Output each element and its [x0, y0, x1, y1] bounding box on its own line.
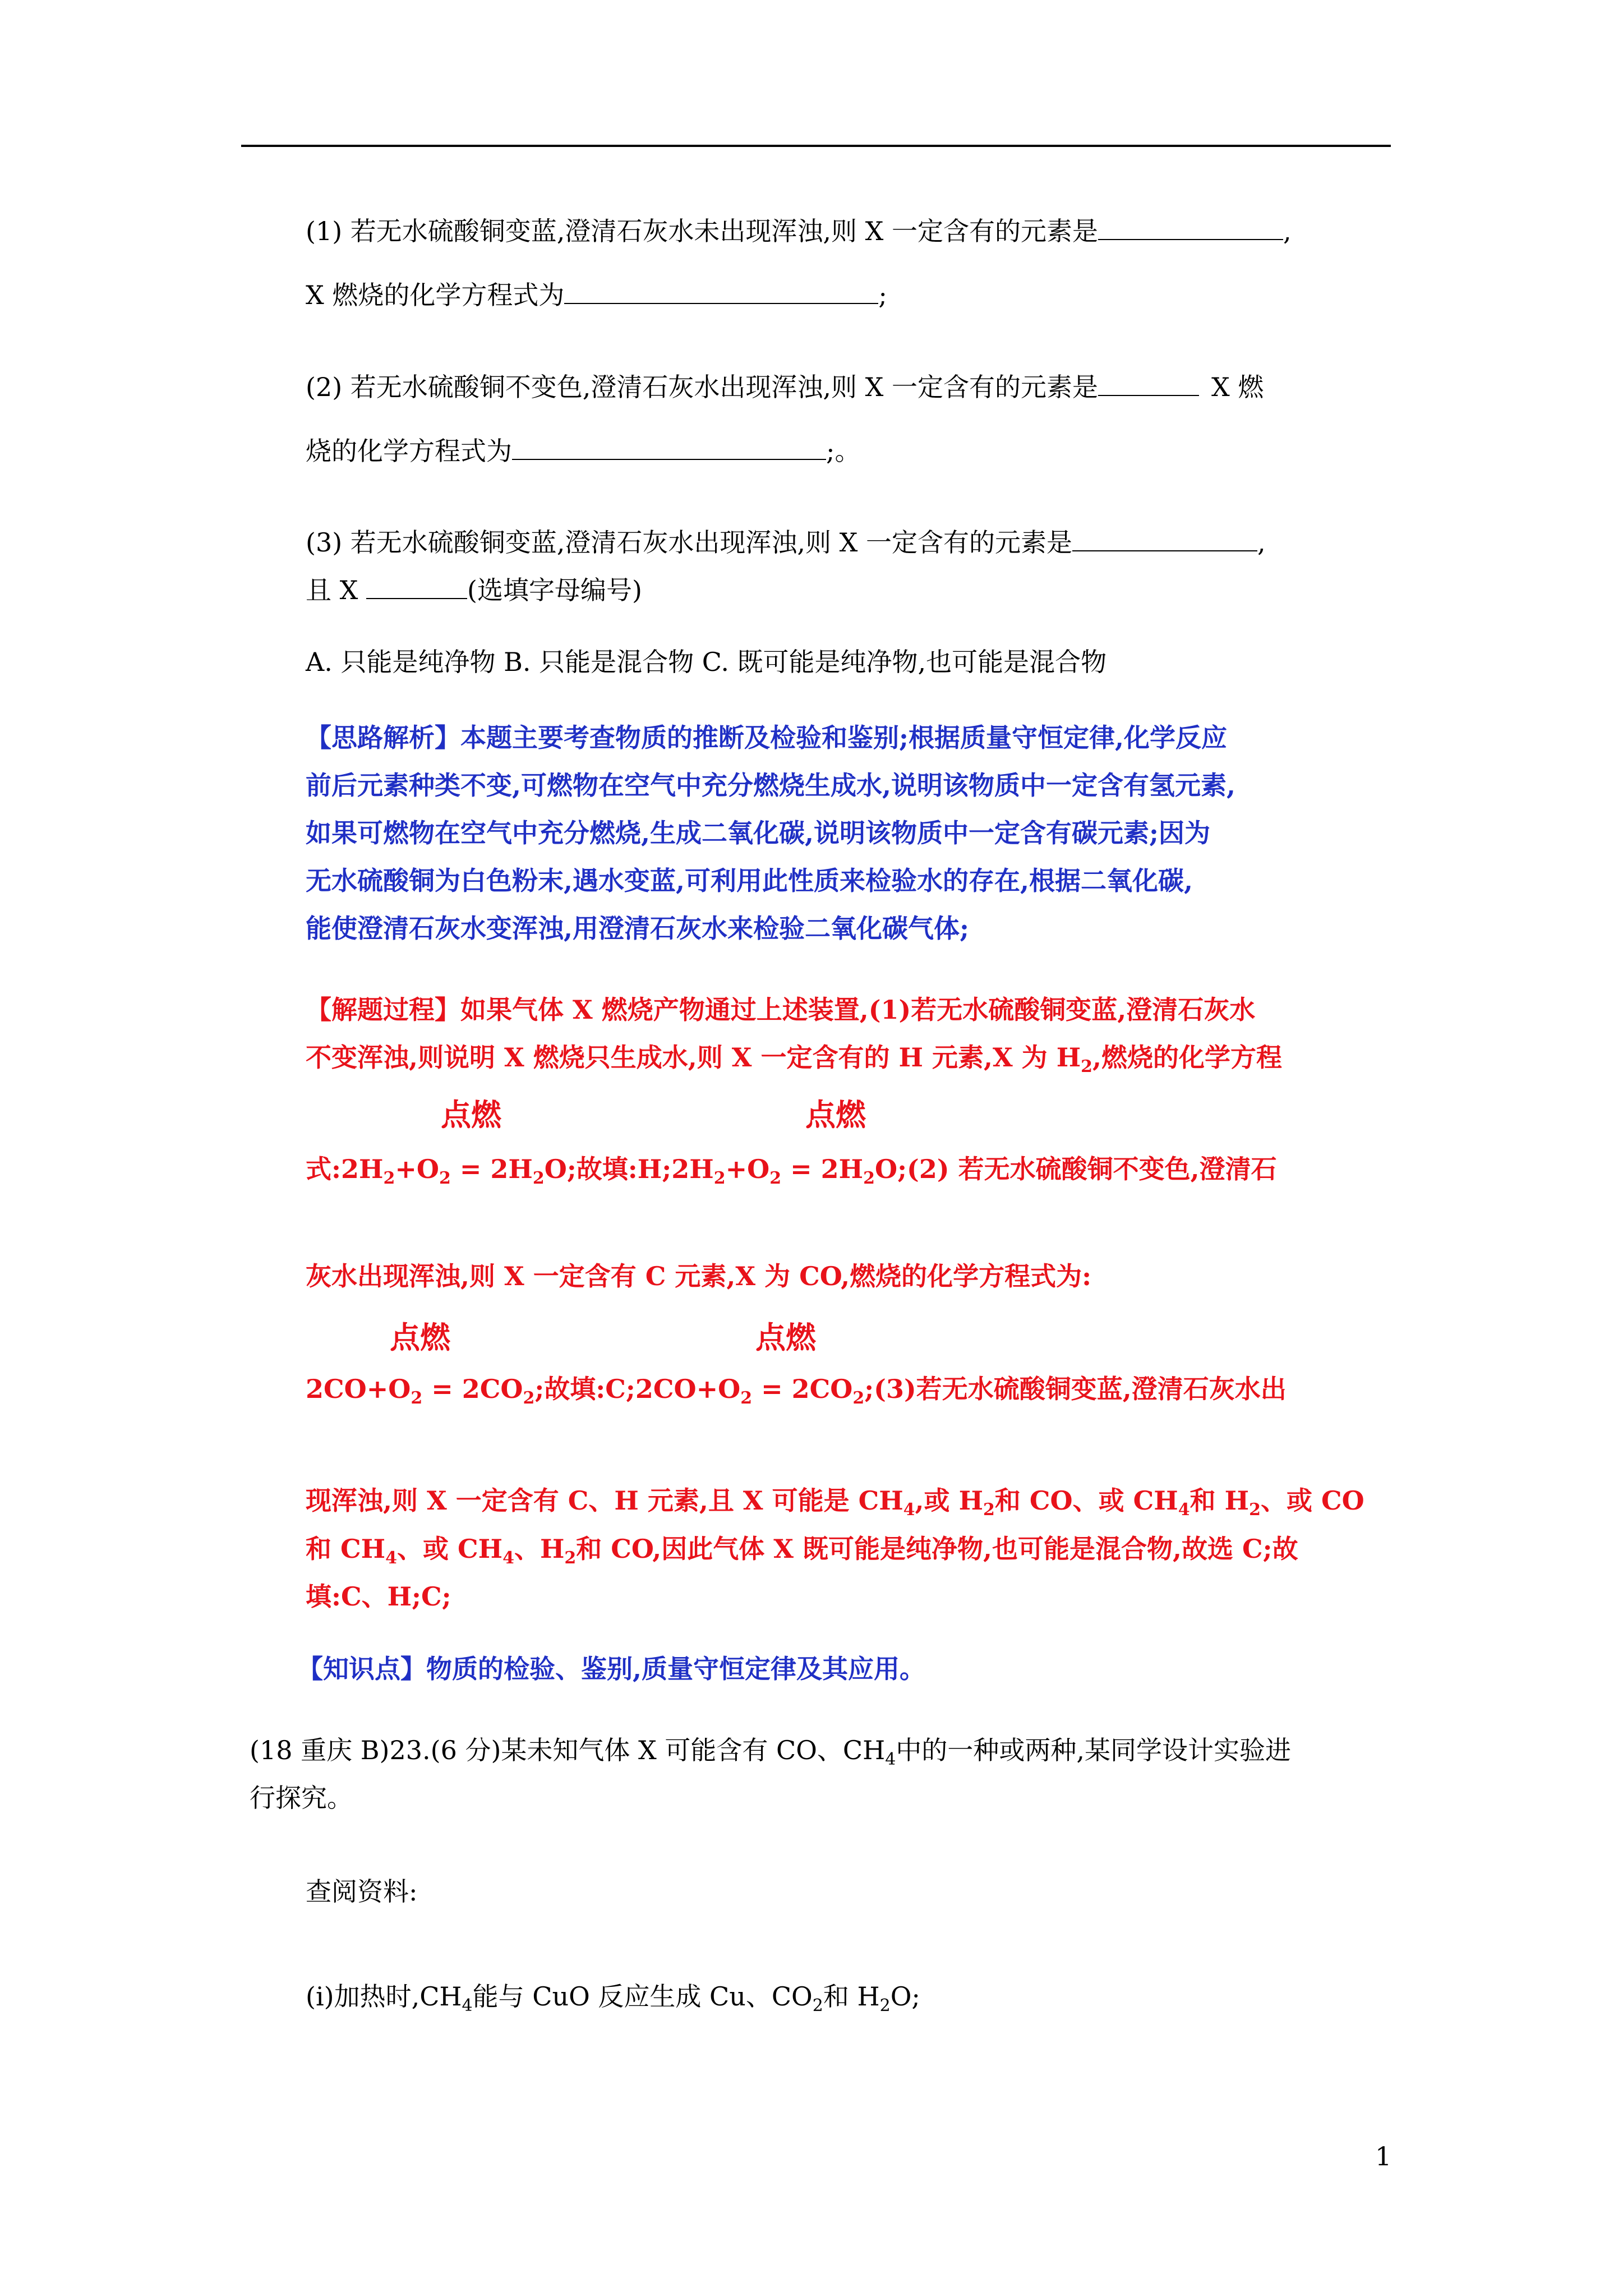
solution-line: 和 $CH_4$、或 $CH_4$、$H_2$和 CO,因此气体 X 既可能是纯净物,也可能是混合物,故选 C;故: [306, 1534, 1298, 1568]
analysis-line: 能使澄清石灰水变浑浊,用澄清石灰水来检验二氧化碳气体;: [306, 913, 969, 944]
solution-line: 【解题过程】如果气体 X 燃烧产物通过上述装置,(1)若无水硫酸铜变蓝,澄清石灰水: [306, 995, 1256, 1025]
reaction-condition-label: 点燃: [805, 1097, 866, 1133]
q3-line1: (3) 若无水硫酸铜变蓝,澄清石灰水出现浑浊,则 X 一定含有的元素是 ,: [306, 527, 1266, 558]
answer-blank: [564, 280, 878, 304]
answer-blank: [512, 436, 826, 460]
analysis-line: 前后元素种类不变,可燃物在空气中充分燃烧生成水,说明该物质中一定含有氢元素,: [306, 770, 1236, 800]
analysis-line: 如果可燃物在空气中充分燃烧,生成二氧化碳,说明该物质中一定含有碳元素;因为: [306, 818, 1211, 848]
knowledge-point: 【知识点】物质的检验、鉴别,质量守恒定律及其应用。: [297, 1654, 926, 1684]
answer-blank: [366, 576, 467, 599]
page-number: 1: [1375, 2141, 1392, 2171]
reference-item: (ⅰ)加热时$,CH_4$能与 CuO 反应生成 Cu、$CO_2$和 $H_2O$;: [306, 1981, 920, 2016]
q2-line2: 烧的化学方程式为 ;。: [306, 436, 861, 466]
q1-line1: (1) 若无水硫酸铜变蓝,澄清石灰水未出现浑浊,则 X 一定含有的元素是 ,: [306, 216, 1292, 246]
answer-blank: [1098, 372, 1199, 396]
reference-title: 查阅资料:: [306, 1876, 418, 1907]
q1-line2: X 燃烧的化学方程式为 ;: [306, 280, 887, 310]
reaction-condition-label: 点燃: [441, 1097, 501, 1133]
solution-equation-line: $2CO+O_2 = 2CO_2$;故填$:C;2CO+O_2$ = $2CO_2;(3)$若无水硫酸铜变蓝,澄清石灰水出: [306, 1374, 1287, 1408]
reaction-condition-label: 点燃: [755, 1319, 816, 1355]
solution-equation-line: 式$:2H_2+O_2 = 2H_2O$;故填$:H;2H_2+O_2$ = $2H_2O;(2)$ 若无水硫酸铜不变色,澄清石: [306, 1154, 1277, 1188]
q23-line1: (18 重庆 B)23.(6 分)某未知气体 X 可能含有 CO、$CH_4$中的一种或两种,某同学设计实验进: [250, 1735, 1291, 1769]
q3-line2: 且 X (选填字母编号): [306, 575, 642, 605]
solution-line: 现浑浊,则 X 一定含有 C、H 元素,且 X 可能是 $CH_4$,或 $H_2$和 CO、或 $CH_4$和 $H_2$、或 CO: [306, 1485, 1364, 1520]
analysis-line: 【思路解析】本题主要考查物质的推断及检验和鉴别;根据质量守恒定律,化学反应: [306, 723, 1227, 753]
analysis-line: 无水硫酸铜为白色粉末,遇水变蓝,可利用此性质来检验水的存在,根据二氧化碳,: [306, 866, 1193, 896]
reaction-condition-label: 点燃: [390, 1319, 450, 1355]
answer-blank: [1072, 528, 1257, 551]
answer-blank: [1098, 217, 1283, 240]
q23-line2: 行探究。: [250, 1783, 353, 1813]
q2-line1: (2) 若无水硫酸铜不变色,澄清石灰水出现浑浊,则 X 一定含有的元素是 X 燃: [306, 372, 1264, 402]
solution-line: 不变浑浊,则说明 X 燃烧只生成水,则 X 一定含有的 H 元素,X 为 $H_2$,燃烧的化学方程: [306, 1042, 1283, 1076]
options-line: A. 只能是纯净物 B. 只能是混合物 C. 既可能是纯净物,也可能是混合物: [306, 647, 1107, 677]
solution-line: 灰水出现浑浊,则 X 一定含有 C 元素,X 为 CO,燃烧的化学方程式为:: [306, 1261, 1092, 1291]
header-rule: [241, 145, 1391, 147]
solution-line: 填:C、H;C;: [306, 1581, 451, 1612]
